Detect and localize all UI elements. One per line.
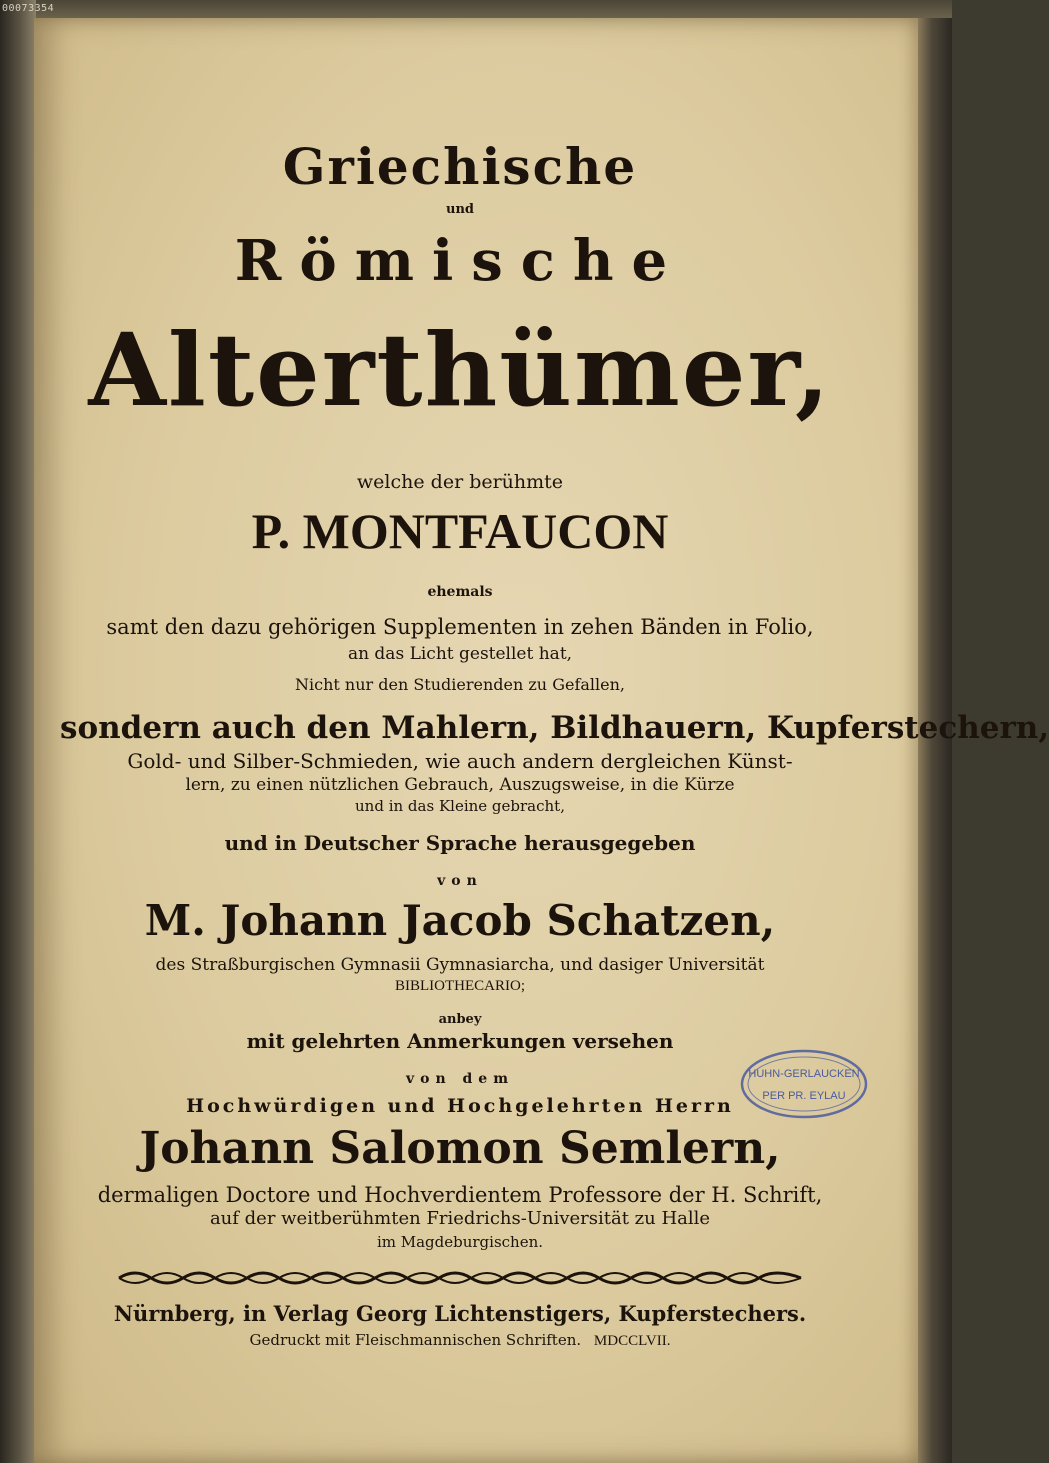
annotator-name: Johann Salomon Semlern,	[139, 1123, 781, 1174]
library-stamp	[738, 1047, 870, 1121]
stamp-top-text: HUHN-GERLAUCKEN	[748, 1068, 860, 1080]
line-von: von	[437, 873, 483, 889]
title-line-alterthuemer: Alterthümer,	[88, 311, 832, 429]
title-line-roemische: Römische	[234, 228, 686, 294]
reference-id: 00073354	[2, 3, 55, 14]
imprint-printer: Gedruckt mit Fleischmannischen Schriften.	[249, 1331, 582, 1349]
line-mahlern: sondern auch den Mahlern, Bildhauern, Kupferstechern,	[60, 710, 1049, 746]
imprint-line-1: Nürnberg, in Verlag Georg Lichtenstigers, Kupferstechers.	[113, 1301, 807, 1326]
imprint-line-2	[70, 1330, 850, 1351]
line-gebrauch: lern, zu einen nützlichen Gebrauch, Auszugsweise, in die Kürze	[185, 775, 735, 795]
line-hochwuerdigen: Hochwürdigen und Hochgelehrten Herrn	[186, 1095, 734, 1117]
line-studierenden: Nicht nur den Studierenden zu Gefallen,	[294, 675, 625, 694]
line-herausgegeben: und in Deutscher Sprache herausgegeben	[224, 831, 696, 855]
imprint-year: MDCCLVII.	[593, 1333, 671, 1349]
line-bibliothecario: BIBLIOTHECARIO;	[395, 978, 525, 994]
line-schmieden: Gold- und Silber-Schmieden, wie auch andern dergleichen Künst-	[127, 749, 793, 773]
stamp-bottom-text: PER PR. EYLAU	[762, 1090, 846, 1102]
line-professore: dermaligen Doctore und Hochverdientem Professore der H. Schrift,	[97, 1183, 823, 1207]
line-anbey: anbey	[438, 1012, 482, 1027]
line-ehemals: ehemals	[427, 584, 493, 600]
line-supplementen: samt den dazu gehörigen Supplementen in zehen Bänden in Folio,	[106, 615, 814, 639]
title-line-griechische: Griechische	[282, 137, 638, 196]
line-anmerkungen: mit gelehrten Anmerkungen versehen	[246, 1029, 674, 1053]
line-magdeburgischen: im Magdeburgischen.	[376, 1233, 544, 1251]
line-gymnasii: des Straßburgischen Gymnasii Gymnasiarcha, und dasiger Universität	[155, 955, 765, 975]
line-licht: an das Licht gestellet hat,	[347, 644, 573, 664]
line-kleine: und in das Kleine gebracht,	[355, 797, 565, 815]
ornament-rule	[115, 1266, 805, 1290]
line-halle: auf der weitberühmten Friedrichs-Universität zu Halle	[209, 1208, 711, 1229]
line-welche: welche der berühmte	[356, 471, 564, 493]
editor-name: M. Johann Jacob Schatzen,	[144, 896, 776, 945]
line-von-dem: von dem	[405, 1071, 515, 1087]
title-line-und: und	[446, 202, 474, 217]
author-name: P. MONTFAUCON	[251, 503, 669, 559]
